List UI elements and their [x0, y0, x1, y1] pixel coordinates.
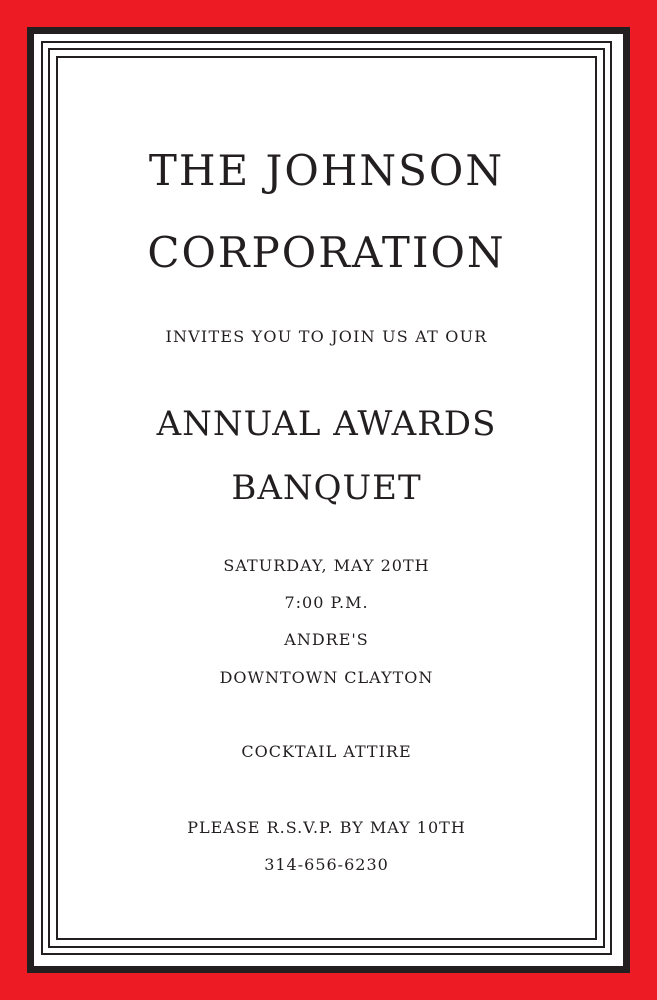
host-name-line-1: THE JOHNSON	[148, 146, 505, 195]
dress-code: COCKTAIL ATTIRE	[241, 742, 412, 761]
invite-text: INVITES YOU TO JOIN US AT OUR	[165, 327, 488, 346]
event-name-line-2: BANQUET	[231, 468, 422, 508]
event-time: 7:00 P.M.	[284, 593, 369, 612]
event-venue: ANDRE'S	[284, 630, 369, 649]
invitation-content	[58, 58, 595, 938]
host-name-line-2: CORPORATION	[147, 228, 506, 277]
rsvp-line: PLEASE R.S.V.P. BY MAY 10TH	[187, 818, 466, 837]
event-name-line-1: ANNUAL AWARDS	[156, 404, 497, 444]
rsvp-phone: 314-656-6230	[264, 855, 389, 874]
event-location: DOWNTOWN CLAYTON	[219, 668, 434, 687]
event-date: SATURDAY, MAY 20TH	[223, 556, 430, 575]
